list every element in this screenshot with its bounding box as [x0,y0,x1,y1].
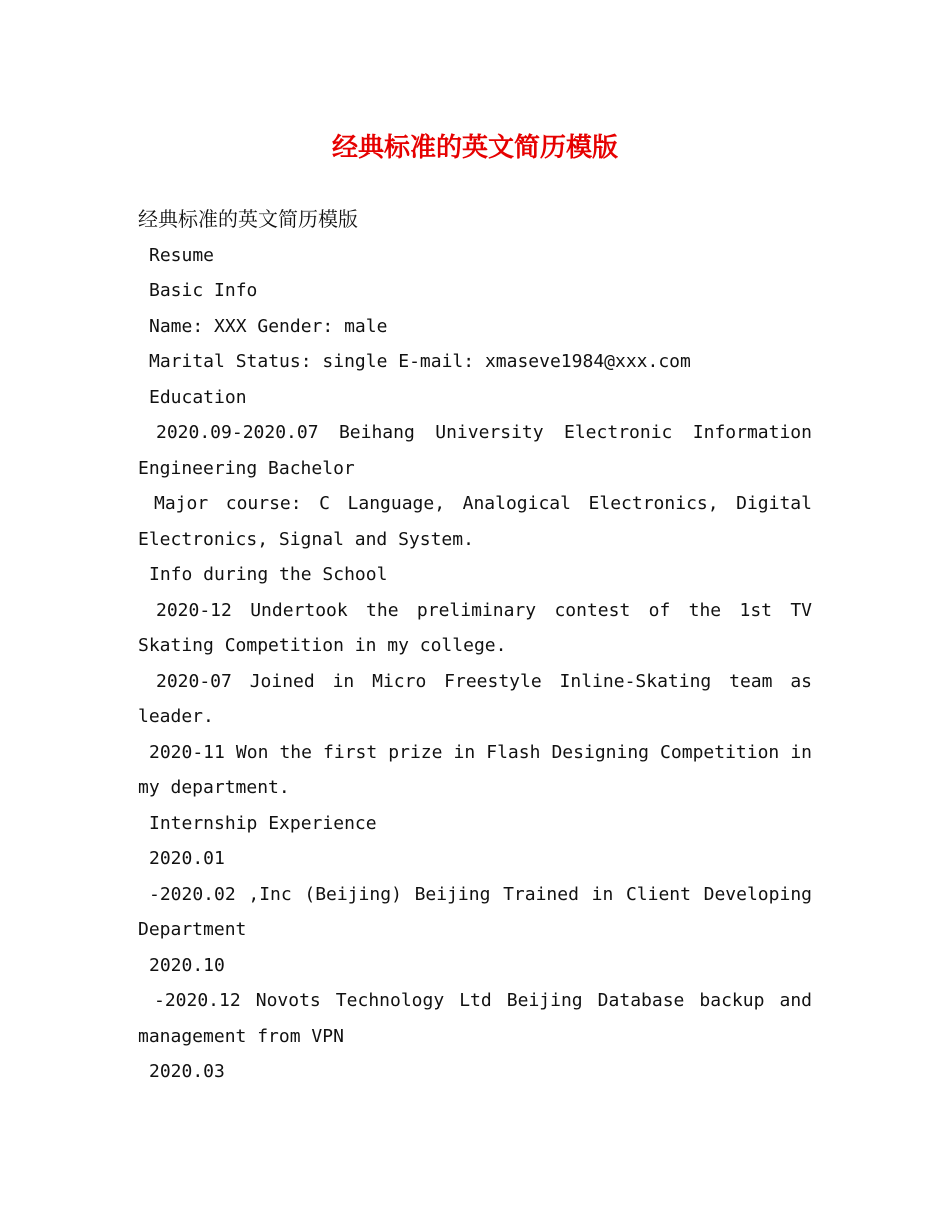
marital-line: Marital Status: single E-mail: xmaseve1984@xxx.com [149,351,691,372]
internship-heading: Internship Experience [149,812,377,834]
internship-date: 2020.01 [149,848,225,869]
resume-heading: Resume [149,244,215,266]
school-item: 2020-11 Won the first prize in Flash Designing Competition in my department. [138,741,812,798]
internship-date: 2020.10 [149,954,225,976]
education-heading: Education [149,386,247,408]
major-course: Major course: C Language, Analogical Electronics, Digital Electronics, Signal and System. [138,493,812,550]
school-info-heading: Info during the School [149,564,388,585]
school-item: 2020-07 Joined in Micro Freestyle Inline-Skating team as leader. [138,670,812,727]
name-line: Name: XXX Gender: male [149,315,388,337]
document-body [138,202,812,1090]
document-subtitle: 经典标准的英文简历模版 [138,207,358,231]
basic-info-heading: Basic Info [149,280,258,301]
internship-detail: -2020.12 Novots Technology Ltd Beijing Database backup and management from VPN [138,990,812,1047]
document-title: 经典标准的英文简历模版 [331,133,618,163]
internship-date: 2020.03 [149,1061,225,1082]
school-item: 2020-12 Undertook the preliminary contest of the 1st TV Skating Competition in my college. [138,599,812,656]
education-entry: 2020.09-2020.07 Beihang University Electronic Information Engineering Bachelor [138,422,812,479]
internship-detail: -2020.02 ,Inc (Beijing) Beijing Trained in Client Developing Department [138,883,812,940]
